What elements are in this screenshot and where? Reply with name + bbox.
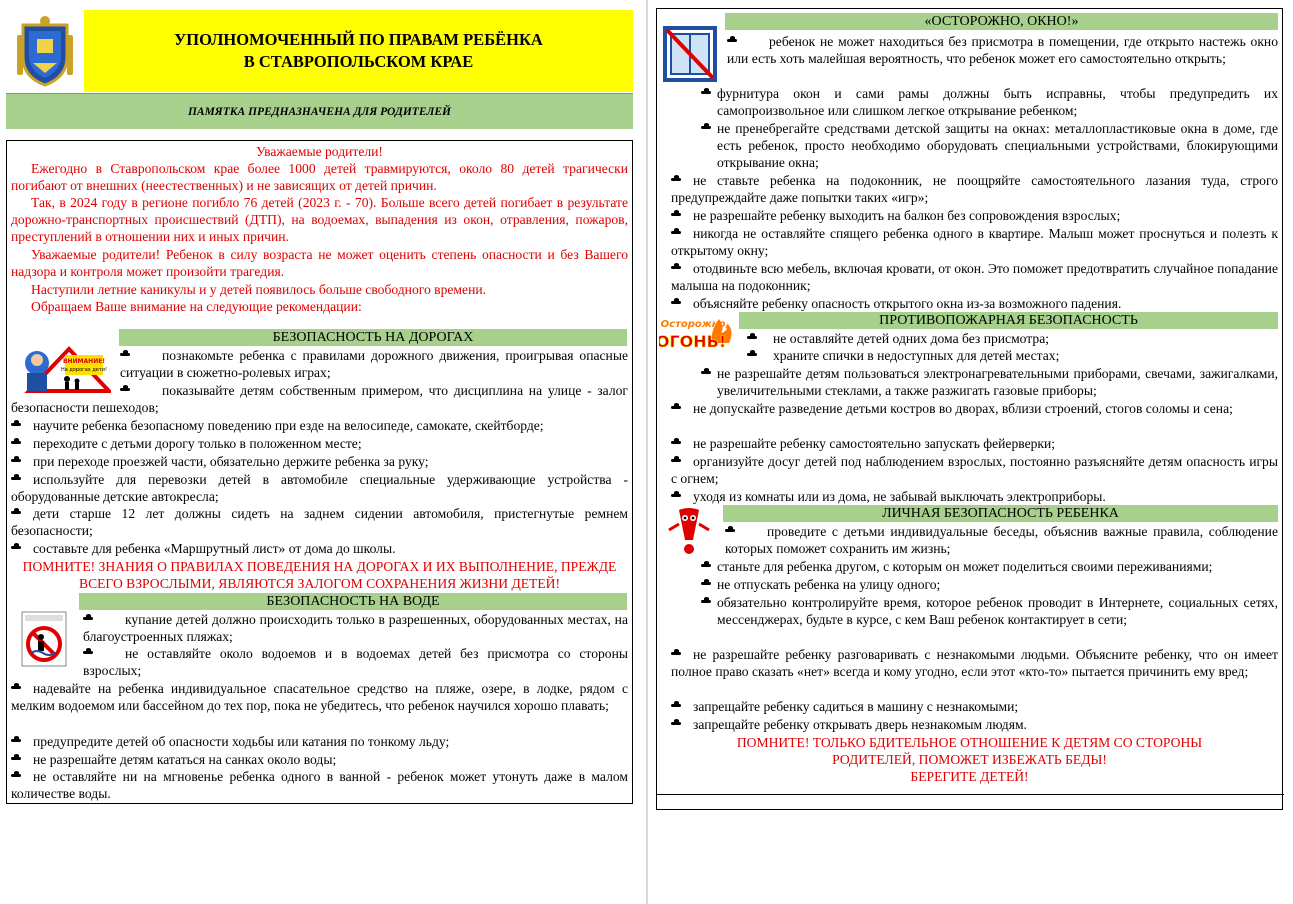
bullet-icon [11, 684, 23, 691]
bullet-icon [671, 299, 683, 306]
bullet-icon [83, 649, 95, 656]
bullet-icon [701, 89, 713, 96]
bullet-icon [701, 580, 713, 587]
window-item-1: ребенок не может находиться без присмотра в помещении, где открыто настежь окно или есть хоть малейшая вероятность, что ребенок может его самостоятельно открыть; [727, 34, 1278, 67]
bullet-icon [671, 439, 683, 446]
fire-item-4: не допускайте разведение детьми костров во дворах, вблизи строений, стогов соломы и сена; [671, 400, 1278, 417]
road-item-2: показывайте детям собственным примером, что дисциплина на улице - залог безопасности пешеходов; [11, 383, 628, 416]
fire-item-6: организуйте досуг детей под наблюдением взрослых, постоянно разъясняйте детям опасность игры с огнем; [671, 454, 1278, 487]
bullet-icon [83, 615, 95, 622]
fire-item-2: храните спички в недоступных для детей местах; [747, 347, 1278, 364]
window-item-7: отодвиньте всю мебель, включая кровати, от окон. Это поможет предотвратить случайное попадание малыша на подоконник; [671, 261, 1278, 294]
bullet-icon [671, 229, 683, 236]
bullet-icon [11, 439, 23, 446]
fire-item-3: не разрешайте детям пользоваться электронагревательными приборами, свечами, зажигалками, увеличительными стеклами, а также разжигать газовые приборы; [701, 365, 1278, 399]
bullet-icon [671, 264, 683, 271]
water-safety-title: БЕЗОПАСНОСТЬ НА ВОДЕ [79, 593, 627, 610]
exclamation-character-icon [661, 506, 717, 556]
intro-paragraph-2: Так, в 2024 году в регионе погибло 76 детей (2023 г. - 70). Больше всего детей погибает в результате дорожно-транспортных происшествий (ДТП), на водоемах, выпадения из окон, отравления, пожаров, преступлений в отношении них и иных причин. [11, 195, 628, 245]
personal-item-4: обязательно контролируйте время, которое ребенок проводит в Интернете, социальных сетях, мессенджерах, будьте в курсе, с кем Ваш ребенок контактирует в сети; [701, 594, 1278, 628]
intro-paragraph-3: Уважаемые родители! Ребенок в силу возраста не может оценить степень опасности и без Вашего надзора и контроля может произойти трагедия. [11, 247, 628, 280]
personal-item-6: запрещайте ребенку садиться в машину с незнакомыми; [671, 698, 1278, 715]
water-item-1: купание детей должно происходить только в разрешенных, оборудованных местах, на благоустроенных пляжах; [83, 612, 628, 645]
fire-safety-title: ПРОТИВОПОЖАРНАЯ БЕЗОПАСНОСТЬ [739, 312, 1278, 329]
road-item-3: научите ребенка безопасному поведению при езде на велосипеде, самокате, скейтборде; [11, 417, 628, 434]
bullet-icon [11, 737, 23, 744]
fire-item-5: не разрешайте ребенку самостоятельно запускать фейерверки; [671, 435, 1278, 452]
bullet-icon [11, 509, 23, 516]
road-item-7: дети старше 12 лет должны сидеть на заднем сидении автомобиля, пристегнутые ремнем безопасности; [11, 506, 628, 539]
fire-warning-logo-icon [659, 313, 735, 355]
right-content-box [656, 8, 1283, 810]
personal-item-5: не разрешайте ребенку разговаривать с незнакомыми людьми. Объясните ребенку, что он имеет полное право сказать «нет» всегда и кому угодно, если этот «кто-то» пытается причинить ему вред; [671, 647, 1278, 680]
road-item-6: используйте для перевозки детей в автомобиле специальные удерживающие устройства - оборудованные детские автокресла; [11, 472, 628, 505]
final-warning-1: ПОМНИТЕ! ТОЛЬКО БДИТЕЛЬНОЕ ОТНОШЕНИЕ К ДЕТЯМ СО СТОРОНЫ [736, 735, 1203, 750]
bullet-icon [747, 351, 759, 358]
road-item-1: познакомьте ребенка с правилами дорожного движения, проигрывая опасные ситуации в сюжетно-ролевых играх; [120, 348, 628, 381]
fire-logo-text-1: Осторожно, [660, 319, 730, 330]
bullet-icon [120, 351, 132, 358]
water-item-5: не разрешайте детям кататься на санках около воды; [11, 751, 628, 768]
bullet-icon [671, 404, 683, 411]
bullet-icon [11, 772, 23, 779]
coat-of-arms-icon [6, 10, 84, 92]
bullet-icon [11, 544, 23, 551]
window-item-8: объясняйте ребенку опасность открытого окна из-за возможного падения. [671, 295, 1278, 312]
bullet-icon [11, 755, 23, 762]
window-item-3: не пренебрегайте средствами детской защиты на окнах: металлопластиковые окна в доме, где есть ребенок, просто необходимо оборудовать специальными устройствами, блокирующими открывание окна; [701, 120, 1278, 172]
bullet-icon [701, 562, 713, 569]
header-band [6, 10, 633, 92]
window-item-4: не ставьте ребенка на подоконник, не поощряйте самостоятельного лазания туда, строго предупреждайте даже попытки таких «игр»; [671, 173, 1278, 206]
final-warning-3: БЕРЕГИТЕ ДЕТЕЙ! [910, 769, 1029, 784]
road-item-5: при переходе проезжей части, обязательно держите ребенка за руку; [11, 453, 628, 470]
no-window-icon [661, 24, 719, 84]
memo-banner: ПАМЯТКА ПРЕДНАЗНАЧЕНА ДЛЯ РОДИТЕЛЕЙ [6, 93, 633, 129]
bullet-icon [671, 702, 683, 709]
bullet-icon [671, 492, 683, 499]
page-divider [646, 0, 648, 904]
bullet-icon [747, 334, 759, 341]
bullet-icon [701, 369, 713, 376]
bullet-icon [701, 598, 713, 605]
water-item-6: не оставляйте ни на мгновенье ребенка одного в ванной - ребенок может утонуть даже в малом количестве воды. [11, 769, 628, 802]
bullet-icon [725, 527, 737, 534]
bullet-icon [120, 386, 132, 393]
road-item-4: переходите с детьми дорогу только в положенном месте; [11, 435, 628, 452]
personal-item-7: запрещайте ребенку открывать дверь незнакомым людям. [671, 716, 1278, 733]
road-item-8: составьте для ребенка «Маршрутный лист» от дома до школы. [11, 540, 628, 557]
header-title-line2: В СТАВРОПОЛЬСКОМ КРАЕ [243, 52, 474, 71]
road-warning: ПОМНИТЕ! ЗНАНИЯ О ПРАВИЛАХ ПОВЕДЕНИЯ НА ДОРОГАХ И ИХ ВЫПОЛНЕНИЕ, ПРЕЖДЕ ВСЕГО ВЗРОСЛЫМИ, ЯВЛЯЮТСЯ ЗАЛОГОМ СОХРАНЕНИЯ ЖИЗНИ ДЕТЕЙ! [22, 559, 617, 592]
sign-text-2: На дорогах дети! [60, 367, 108, 373]
bullet-icon [671, 211, 683, 218]
bullet-icon [671, 457, 683, 464]
bullet-icon [671, 650, 683, 657]
fire-logo-text-2: ОГОНЬ! [659, 332, 727, 351]
sign-text-1: ВНИМАНИЕ! [62, 358, 106, 365]
fire-item-1: не оставляйте детей одних дома без присмотра; [747, 330, 1278, 347]
road-safety-title: БЕЗОПАСНОСТЬ НА ДОРОГАХ [119, 329, 627, 346]
personal-safety-title: ЛИЧНАЯ БЕЗОПАСНОСТЬ РЕБЕНКА [723, 505, 1278, 522]
no-swimming-sign-icon [21, 611, 67, 667]
water-item-2: не оставляйте около водоемов и в водоемах детей без присмотра со стороны взрослых; [83, 646, 628, 679]
water-item-3: надевайте на ребенка индивидуальное спасательное средство на пляже, озере, в лодке, рядом с мелким водоемом или бассейном до тех пор, пока не убедитесь, что ребенок научился хорошо плавать; [11, 681, 628, 714]
header-title [84, 10, 633, 92]
window-item-5: не разрешайте ребенку выходить на балкон без сопровождения взрослых; [671, 207, 1278, 224]
personal-item-3: не отпускать ребенка на улицу одного; [701, 576, 1278, 593]
personal-item-2: станьте для ребенка другом, с которым он может поделиться своими переживаниями; [701, 558, 1278, 575]
window-item-2: фурнитура окон и сами рамы должны быть исправны, чтобы предупредить их самопроизвольное или слишком легкое открывание ребенком; [701, 85, 1278, 119]
bullet-icon [727, 37, 739, 44]
bottom-rule [657, 794, 1284, 795]
bullet-icon [701, 124, 713, 131]
greeting: Уважаемые родители! [256, 144, 383, 159]
bullet-icon [11, 475, 23, 482]
bullet-icon [11, 421, 23, 428]
water-item-4: предупредите детей об опасности ходьбы или катания по тонкому льду; [11, 733, 628, 750]
bullet-icon [671, 176, 683, 183]
window-item-6: никогда не оставляйте спящего ребенка одного в квартире. Малыш может проснуться и полезть к открытому окну; [671, 226, 1278, 259]
intro-paragraph-1: Ежегодно в Ставропольском крае более 1000 детей травмируются, около 80 детей трагически погибают от внешних (неестественных) и не зависящих от детей причин. [11, 161, 628, 194]
bullet-icon [11, 457, 23, 464]
intro-paragraph-4: Наступили летние каникулы и у детей появилось больше свободного времени. [31, 282, 487, 297]
header-title-line1: УПОЛНОМОЧЕННЫЙ ПО ПРАВАМ РЕБЁНКА [174, 30, 543, 49]
intro-paragraph-5: Обращаем Ваше внимание на следующие рекомендации: [31, 299, 362, 314]
final-warning-2: РОДИТЕЛЕЙ, ПОМОЖЕТ ИЗБЕЖАТЬ БЕДЫ! [832, 752, 1107, 767]
bullet-icon [671, 720, 683, 727]
fire-item-7: уходя из комнаты или из дома, не забывай выключать электроприборы. [671, 488, 1278, 505]
personal-item-1: проведите с детьми индивидуальные беседы, объяснив важные правила, соблюдение которых поможет сохранить им жизнь; [725, 524, 1278, 557]
left-content-box [6, 140, 633, 804]
window-safety-title: «ОСТОРОЖНО, ОКНО!» [725, 13, 1278, 30]
